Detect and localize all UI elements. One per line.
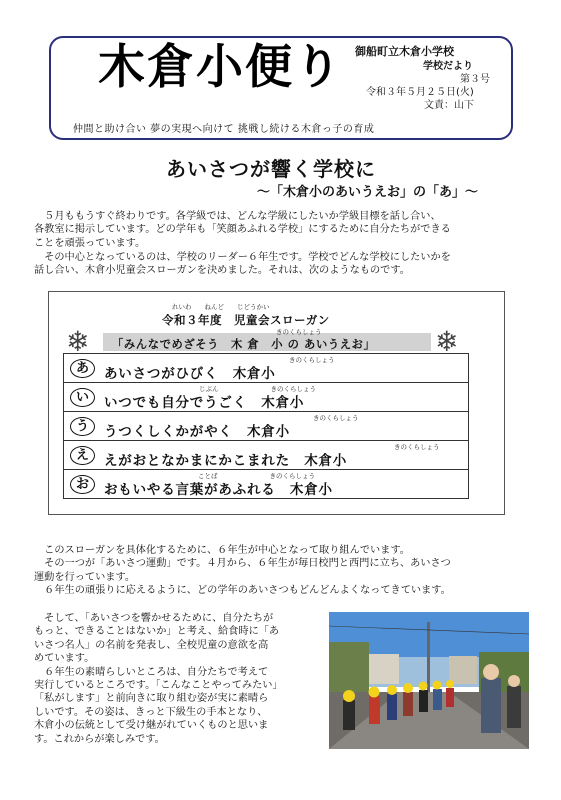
school-name: 御船町立木倉小学校 (355, 45, 454, 58)
issue-number: 第３号 (460, 74, 490, 85)
slogan-ruby: ことば きのくらしょう (198, 472, 315, 480)
photo-illustration (329, 612, 529, 749)
slogan-initial-e: え (70, 446, 95, 465)
article-subheadline: ～「木倉小のあいうえお」の「あ」～ (257, 185, 479, 200)
slogan-line-o: おもいやる言葉があふれる 木倉小 (104, 482, 333, 498)
slogan-ruby: きのくらしょう (394, 443, 440, 451)
slogan-line-i: いつでも自分でうごく 木倉小 (104, 395, 305, 411)
issue-date: 令和３年５月２５日(火) (366, 87, 474, 98)
paragraph-campaign: このスローガンを具体化するために、６年生が中心となって取り組んでいます。 その一つが「あいさつ運動」です。４月から、６年生が毎日校門と西門に立ち、あいさつ 運動を行っています。 ６年生の頑張りに応えるように、どの学年のあいさつもどんどんよくなってきています。 (34, 545, 451, 597)
paragraph-intro: ５月ももうすぐ終わりです。各学級では、どんな学級にしたいか学級目標を話し合い、 各教室に掲示しています。どの学年も「笑顔あふれる学校」にするために自分たちができる ことを頑張っています。 (34, 211, 451, 249)
paragraph-leaders: その中心となっているのは、学校のリーダー６年生です。学校でどんな学校にしたいかを 話し合い、木倉小児童会スローガンを決めました。それは、次のようなものです。 (34, 252, 451, 277)
snowflake-icon: ❄ (435, 325, 459, 358)
slogan-banner-ruby: きのくらしょう (276, 328, 322, 336)
slogan-divider (63, 382, 469, 383)
issue-author: 文責：山下 (424, 100, 474, 111)
bulletin-label: 学校だより (423, 61, 473, 72)
slogan-divider (63, 469, 469, 470)
school-motto: 仲間と助け合い 夢の実現へ向けて 挑戦し続ける木倉っ子の育成 (73, 124, 375, 135)
slogan-divider (63, 411, 469, 412)
slogan-title: 令和３年度 児童会スローガン (162, 313, 330, 327)
snowflake-icon: ❄ (66, 325, 90, 358)
slogan-initial-i: い (70, 388, 95, 407)
greeting-walk-photo (329, 612, 529, 749)
slogan-ruby: きのくらしょう (289, 356, 335, 364)
slogan-banner-text: 「みんなでめざそう 木 倉 小 の あいうえお」 (112, 338, 376, 351)
slogan-initial-o: お (70, 475, 95, 494)
slogan-title-ruby: れいわ ねんど じどうかい (172, 303, 270, 311)
slogan-ruby: じぶん きのくらしょう (199, 385, 316, 393)
slogan-initial-u: う (70, 417, 95, 436)
slogan-divider (63, 440, 469, 441)
slogan-ruby: きのくらしょう (313, 414, 359, 422)
paragraph-sixth-grade: そして、「あいさつを響かせるために、自分たちが もっと、できることはないか」と考え、給食時に「あ いさつ名人」の名前を発表し、全校児童の意欲を高 めています。 ６年生の素晴らしいところは、自分たちで考えて 実行しているところです。「こんなことやってみたい」 「私がします」と前向きに取り組む姿が実に素晴ら しいです。その姿は、きっと下級生の手本となり、 木倉小の伝統として受け継がれていくものと思いま す。これからが楽しみです。 (34, 613, 283, 745)
masthead-title: 木倉小便り (98, 40, 343, 95)
article-headline: あいさつが響く学校に (166, 157, 376, 181)
slogan-line-a: あいさつがひびく 木倉小 (104, 366, 276, 382)
slogan-line-u: うつくしくかがやく 木倉小 (104, 424, 290, 440)
slogan-initial-a: あ (70, 359, 95, 378)
slogan-line-e: えがおとなかまにかこまれた 木倉小 (104, 453, 348, 469)
